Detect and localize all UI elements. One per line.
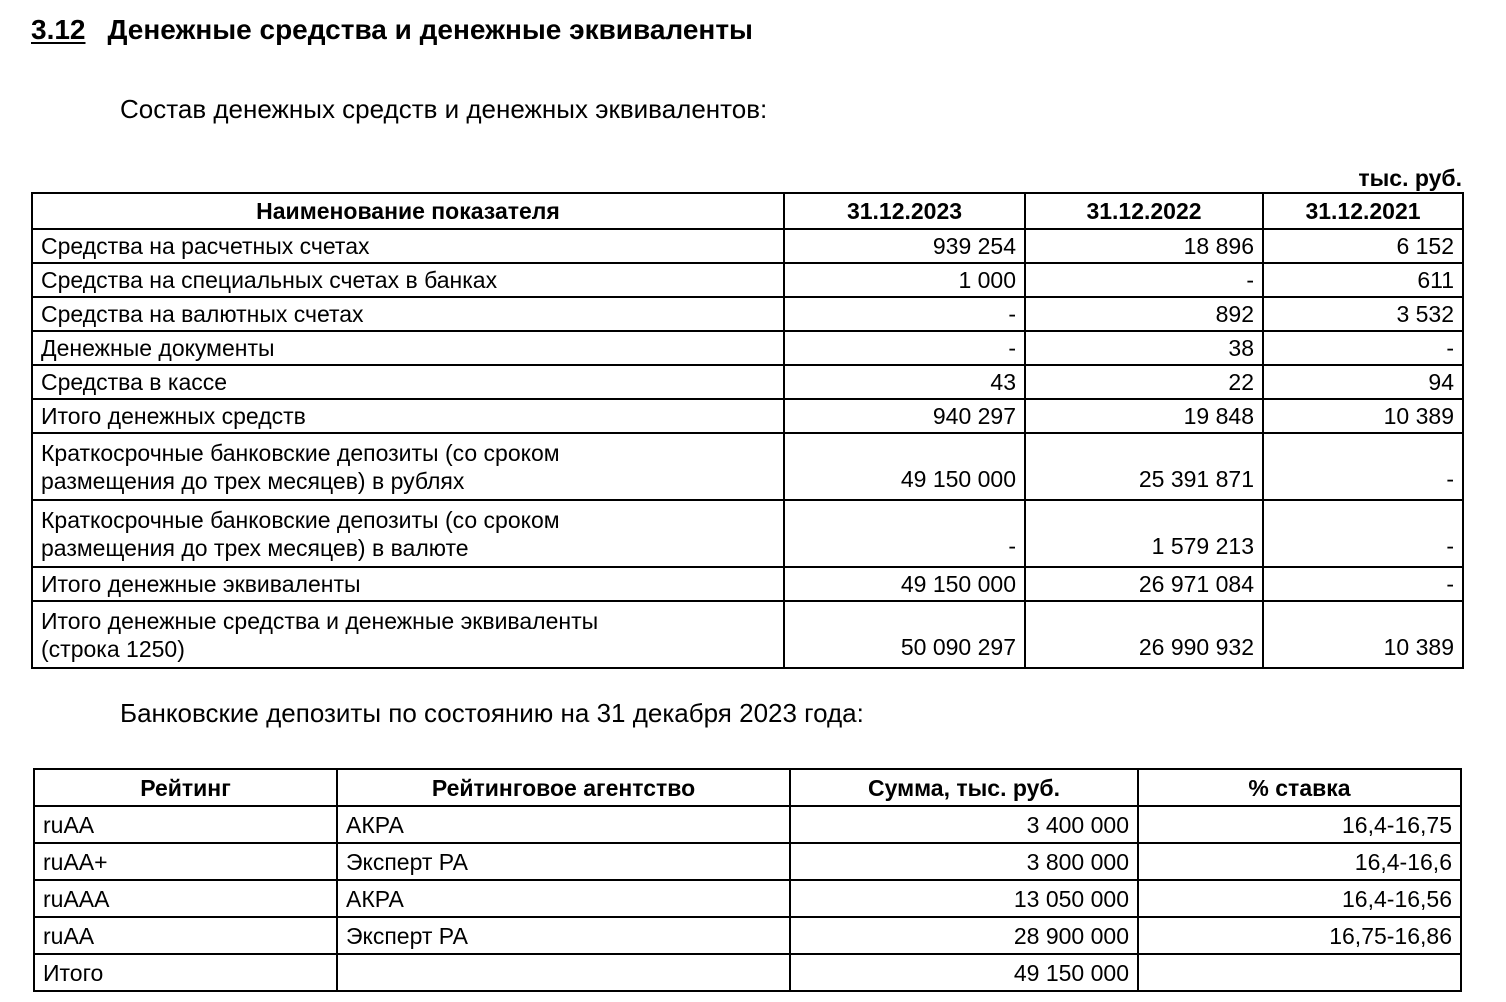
cell-amount: 3 800 000 xyxy=(790,843,1138,880)
cell-indicator-name xyxy=(32,500,784,567)
cell-indicator-name: Средства на специальных счетах в банках xyxy=(32,263,784,297)
table-row xyxy=(34,954,1461,991)
section-number: 3.12 xyxy=(31,14,86,45)
cell-value-2022: 18 896 xyxy=(1025,229,1263,263)
cash-and-equivalents-table xyxy=(31,192,1464,669)
cell-indicator-name: Итого денежных средств xyxy=(32,399,784,433)
cell-text-line: Краткосрочные банковские депозиты (со сроком xyxy=(41,439,560,466)
table-row xyxy=(34,806,1461,843)
cell-rating: ruAA+ xyxy=(34,843,337,880)
table-row xyxy=(32,433,1463,500)
column-header-2022: 31.12.2022 xyxy=(1025,193,1263,229)
cell-value-2021: 10 389 xyxy=(1263,399,1463,433)
cell-value-2023: - xyxy=(784,297,1025,331)
cell-value-2022: 1 579 213 xyxy=(1025,500,1263,567)
cell-value-2021: 6 152 xyxy=(1263,229,1463,263)
units-caption: тыс. руб. xyxy=(1358,165,1462,191)
cell-value-2023: 49 150 000 xyxy=(784,567,1025,601)
cell-indicator-name: Средства на расчетных счетах xyxy=(32,229,784,263)
cell-value-2023: - xyxy=(784,500,1025,567)
cell-value-2022: 25 391 871 xyxy=(1025,433,1263,500)
page-title xyxy=(31,13,753,47)
cell-value-2022: 19 848 xyxy=(1025,399,1263,433)
cell-rate: 16,4-16,6 xyxy=(1138,843,1461,880)
column-header-indicator: Наименование показателя xyxy=(32,193,784,229)
cell-indicator-name: Итого денежные эквиваленты xyxy=(32,567,784,601)
cell-value-2023: 939 254 xyxy=(784,229,1025,263)
cell-value-2023: 49 150 000 xyxy=(784,433,1025,500)
cell-indicator-name xyxy=(32,433,784,500)
cell-agency: АКРА xyxy=(337,806,790,843)
cell-value-2021: 94 xyxy=(1263,365,1463,399)
table-row xyxy=(32,500,1463,567)
cell-value-2023: 43 xyxy=(784,365,1025,399)
table-row xyxy=(32,263,1463,297)
bank-deposits-table xyxy=(33,768,1462,992)
column-header-2023: 31.12.2023 xyxy=(784,193,1025,229)
cell-value-2021: 10 389 xyxy=(1263,601,1463,668)
cell-value-2023: 940 297 xyxy=(784,399,1025,433)
cell-value-2022: 26 990 932 xyxy=(1025,601,1263,668)
cell-text-line: размещения до трех месяцев) в валюте xyxy=(41,534,469,561)
cell-value-2021: 3 532 xyxy=(1263,297,1463,331)
cell-amount: 49 150 000 xyxy=(790,954,1138,991)
cell-amount: 3 400 000 xyxy=(790,806,1138,843)
cell-value-2022: - xyxy=(1025,263,1263,297)
cell-rate: 16,75-16,86 xyxy=(1138,917,1461,954)
bank-deposits-intro: Банковские депозиты по состоянию на 31 декабря 2023 года: xyxy=(120,698,864,728)
table-header-row xyxy=(34,769,1461,806)
cell-indicator-name: Средства на валютных счетах xyxy=(32,297,784,331)
cell-value-2022: 26 971 084 xyxy=(1025,567,1263,601)
table-header-row xyxy=(32,193,1463,229)
cell-rating: ruAA xyxy=(34,806,337,843)
cell-amount: 28 900 000 xyxy=(790,917,1138,954)
table-row xyxy=(34,880,1461,917)
column-header-agency: Рейтинговое агентство xyxy=(337,769,790,806)
cell-rating: ruAAA xyxy=(34,880,337,917)
table-row xyxy=(34,917,1461,954)
cell-value-2022: 22 xyxy=(1025,365,1263,399)
cell-value-2021: - xyxy=(1263,567,1463,601)
column-header-rating: Рейтинг xyxy=(34,769,337,806)
cell-rating: ruAA xyxy=(34,917,337,954)
cell-rating: Итого xyxy=(34,954,337,991)
cell-indicator-name: Денежные документы xyxy=(32,331,784,365)
cell-agency: Эксперт РА xyxy=(337,917,790,954)
cell-value-2023: 50 090 297 xyxy=(784,601,1025,668)
cell-value-2021: - xyxy=(1263,331,1463,365)
cell-agency xyxy=(337,954,790,991)
table-row xyxy=(32,399,1463,433)
cell-rate: 16,4-16,75 xyxy=(1138,806,1461,843)
cell-value-2022: 38 xyxy=(1025,331,1263,365)
column-header-rate: % ставка xyxy=(1138,769,1461,806)
table-row xyxy=(32,297,1463,331)
table-row xyxy=(34,843,1461,880)
cash-composition-intro: Состав денежных средств и денежных эквивалентов: xyxy=(120,94,768,124)
cell-value-2022: 892 xyxy=(1025,297,1263,331)
column-header-2021: 31.12.2021 xyxy=(1263,193,1463,229)
cell-value-2021: 611 xyxy=(1263,263,1463,297)
table-row xyxy=(32,567,1463,601)
table-row xyxy=(32,331,1463,365)
cell-indicator-name xyxy=(32,601,784,668)
table-row xyxy=(32,601,1463,668)
cell-indicator-name: Средства в кассе xyxy=(32,365,784,399)
table-row xyxy=(32,365,1463,399)
cell-value-2021: - xyxy=(1263,433,1463,500)
cell-agency: АКРА xyxy=(337,880,790,917)
cell-agency: Эксперт РА xyxy=(337,843,790,880)
cell-text-line: Итого денежные средства и денежные эквиваленты xyxy=(41,607,599,634)
column-header-amount: Сумма, тыс. руб. xyxy=(790,769,1138,806)
cell-rate: 16,4-16,56 xyxy=(1138,880,1461,917)
cell-value-2023: - xyxy=(784,331,1025,365)
cell-rate xyxy=(1138,954,1461,991)
cell-value-2023: 1 000 xyxy=(784,263,1025,297)
cell-text-line: размещения до трех месяцев) в рублях xyxy=(41,467,465,494)
cell-text-line: Краткосрочные банковские депозиты (со сроком xyxy=(41,506,560,533)
cell-value-2021: - xyxy=(1263,500,1463,567)
cell-text-line: (строка 1250) xyxy=(41,635,185,662)
table-row xyxy=(32,229,1463,263)
section-title-text: Денежные средства и денежные эквиваленты xyxy=(107,14,753,45)
cell-amount: 13 050 000 xyxy=(790,880,1138,917)
